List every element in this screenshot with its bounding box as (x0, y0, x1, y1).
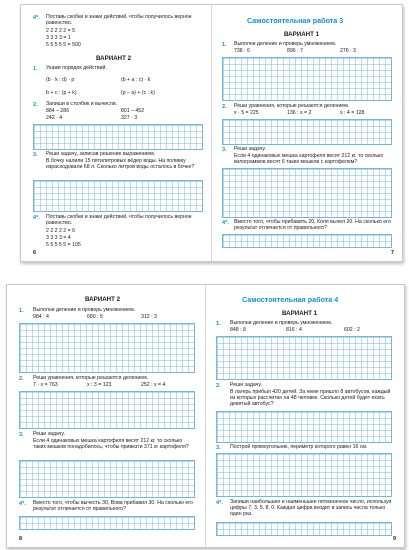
answer-grid[interactable] (216, 522, 392, 536)
expression: 242 · 4 (46, 115, 63, 121)
expression: (p – a) + (c : k) (121, 90, 155, 96)
task-text: Реши уравнения, которые решаются делением. (33, 375, 149, 381)
task-text: Укажи порядок действий. (46, 65, 107, 71)
answer-grid[interactable] (19, 391, 195, 429)
task-number: 3. (222, 147, 227, 153)
task-text: Поставь скобки и знаки действий, чтобы получилось верное равенство. (46, 214, 192, 226)
answer-grid[interactable] (33, 124, 203, 150)
task-number: 2. (19, 376, 24, 382)
variant-heading: ВАРИАНТ 1 (284, 31, 320, 38)
task-text: Поставь скобки и знаки действий, чтобы получилось верное равенство. (46, 14, 192, 26)
task-text: Выполни деление и проверь умножением. (234, 41, 337, 47)
expression: b + c : (p + k) (46, 90, 77, 96)
task-number: 1. (33, 66, 38, 72)
task-text: Выполни деление и проверь умножением. (33, 307, 136, 313)
expression: 136 : x = 2 (287, 110, 312, 116)
expression: 680 : 5 (87, 314, 103, 320)
expression: 884 – 286 (46, 108, 70, 114)
answer-grid[interactable] (222, 119, 392, 145)
page-number: 6 (33, 250, 36, 256)
task-text: Запиши наибольшее и наименьшее пятизначное число, используя цифры 7, 3, 5, 8, 0. Каждая цифра входит в запись числа только один раз. (230, 499, 392, 517)
task-body: В лагерь прибыл 420 детей. За неме пришло 8 автобусов, каждый из которых рассчитан на 48 человек. Сколько детей будет ехать девятый автобус? (230, 389, 391, 407)
task-number: 4*. (216, 500, 223, 506)
variant-heading: ВАРИАНТ 2 (85, 296, 121, 303)
task-number: 4*. (33, 215, 40, 221)
task-number: 3. (19, 432, 24, 438)
task-text: Выполни деление и проверь умножением. (230, 320, 333, 326)
task-text: Реши уравнения, которые решаются делением. (234, 103, 350, 109)
task-number: 3. (33, 152, 38, 158)
equality-line: 2 2 2 2 2 = 5 (46, 28, 75, 34)
task-number: 1. (222, 42, 227, 48)
task-text: Вместо того, чтобы прибавить 20, Коля вычел 20. На сколько его результат отличается от правильного? (234, 219, 391, 231)
answer-grid[interactable] (222, 57, 392, 101)
answer-grid[interactable] (222, 168, 392, 218)
expression: 312 : 3 (141, 314, 157, 320)
task-text: Реши задачу, записав решение выражением. (46, 151, 156, 157)
page-number: 9 (393, 536, 396, 542)
task-number: 2. (222, 104, 227, 110)
task-number: 2. (33, 102, 38, 108)
variant-heading: ВАРИАНТ 2 (96, 55, 132, 62)
equality-line: 2 2 2 2 2 = 6 (46, 228, 75, 234)
task-number: 4*. (33, 15, 40, 21)
expression: 848 : 8 (230, 327, 246, 333)
expression: x : 3 = 123 (87, 382, 112, 388)
task-number: 1. (216, 321, 221, 327)
equality-line: 3 3 3 3 = 4 (46, 235, 71, 241)
top-spread (20, 4, 403, 262)
page-number: 8 (19, 536, 22, 542)
task-text: Реши задачу. (234, 146, 266, 152)
expression: 602 : 2 (344, 327, 360, 333)
expression: (b · k : d) · p (46, 77, 75, 83)
answer-grid[interactable] (19, 323, 195, 373)
task-number: 3. (216, 445, 221, 451)
task-text: Запиши в столбик и вычисли. (46, 101, 118, 107)
bottom-spread (6, 284, 405, 548)
variant-heading: ВАРИАНТ 1 (282, 310, 318, 317)
page-title: Самостоятельная работа 4 (242, 295, 339, 304)
answer-grid[interactable] (19, 460, 195, 498)
task-body: Если 4 одинаковых мешка картофеля весят 212 кг, то сколько таких мешков понадобилось, чтобы привезти 371 кг картофеля? (33, 438, 189, 450)
task-number: 4*. (19, 501, 26, 507)
page-7 (212, 5, 402, 261)
answer-grid[interactable] (216, 336, 392, 380)
expression: (b + a : c) · k (121, 77, 151, 83)
expression: 896 : 7 (287, 48, 303, 54)
page-title: Самостоятельная работа 3 (247, 16, 344, 25)
task-number: 1. (19, 308, 24, 314)
expression: x · 5 = 225 (234, 110, 259, 116)
task-text: Вместо того, чтобы вычесть 30, Вова прибавил 30. На сколько его результат отличается от правильного? (33, 500, 193, 512)
page-6 (21, 5, 211, 261)
task-text: Реши задачу. (33, 431, 65, 437)
page-number: 7 (391, 250, 394, 256)
expression: x : 4 = 128 (340, 110, 365, 116)
equality-line: 5 5 5 5 5 = 105 (46, 242, 81, 248)
expression: 801 – 452 (121, 108, 145, 114)
answer-grid[interactable] (216, 453, 392, 497)
expression: 816 : 4 (286, 327, 302, 333)
task-text: Построй прямоугольник, периметр которого равен 16 см. (230, 444, 368, 450)
expression: 327 · 3 (121, 115, 138, 121)
equality-line: 5 5 5 5 5 = 500 (46, 42, 81, 48)
task-text: Реши задачу. (230, 382, 262, 388)
equality-line: 3 3 3 3 = 1 (46, 35, 71, 41)
expression: 252 : x = 4 (141, 382, 166, 388)
answer-grid[interactable] (216, 411, 392, 443)
answer-grid[interactable] (222, 234, 392, 248)
expression: 984 : 4 (33, 314, 49, 320)
expression: 738 : 6 (234, 48, 250, 54)
task-number: 4*. (222, 220, 229, 226)
answer-grid[interactable] (19, 516, 195, 530)
page-9 (206, 285, 404, 547)
page-8 (7, 285, 205, 547)
expression: 7 · x = 763 (33, 382, 58, 388)
task-number: 2. (216, 383, 221, 389)
answer-grid[interactable] (33, 180, 203, 212)
expression: 276 : 3 (340, 48, 356, 54)
task-body: В бочку налили 15 пятилитровых вёдер воды. На поливку израсходовали 68 л. Сколько литров воды осталось в бочке? (46, 158, 195, 170)
task-body: Если 4 одинаковых мешка картофеля весят 212 кг, то сколько килограммов весят 6 таких мешков с картофелем? (234, 153, 384, 165)
